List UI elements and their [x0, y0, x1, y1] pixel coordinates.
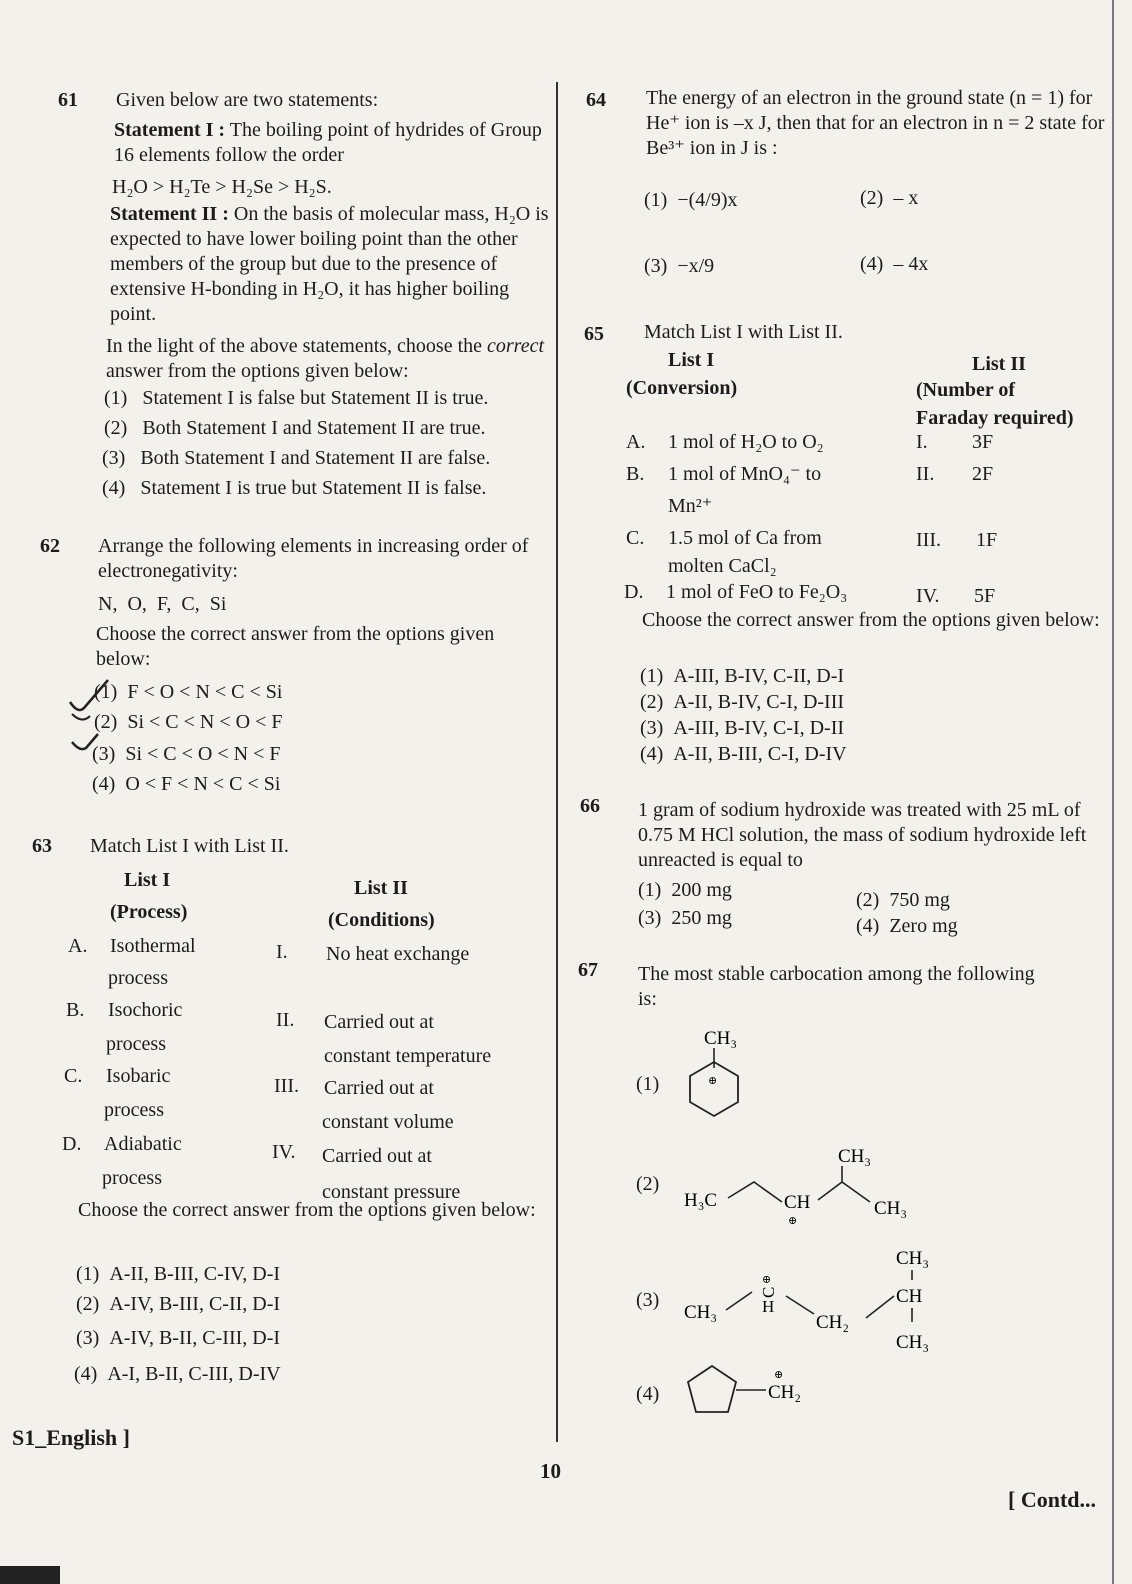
- list-1-title: List I: [124, 869, 171, 891]
- option-2[interactable]: (2) Both Statement I and Statement II are true.: [104, 417, 486, 439]
- statement-1: [114, 118, 558, 168]
- option-1[interactable]: (1) 200 mg: [638, 879, 732, 901]
- row-conversion: 1 mol of MnO₄⁻ to: [668, 463, 822, 485]
- list-2-title: List II: [972, 353, 1026, 375]
- question-number: 62: [40, 535, 60, 557]
- row-process-cont: process: [102, 1167, 162, 1189]
- list-1-title: List I: [668, 349, 715, 371]
- plus-charge: ⊕: [774, 1369, 784, 1381]
- footer-code: S1_English ]: [12, 1425, 130, 1450]
- row-condition: Carried out at: [322, 1145, 432, 1167]
- element-list: N, O, F, C, Si: [98, 593, 227, 615]
- question-text: Arrange the following elements in increasing order of electronegativity:: [98, 535, 529, 582]
- row-roman: III.: [916, 529, 941, 551]
- option-1[interactable]: (1) F < O < N < C < Si: [94, 681, 283, 703]
- option-2[interactable]: (2) A-II, B-IV, C-I, D-III: [640, 691, 845, 713]
- row-key: B.: [66, 999, 85, 1021]
- option-3[interactable]: (3) Si < C < O < N < F: [92, 743, 281, 765]
- option-1[interactable]: (1) A-II, B-III, C-IV, D-I: [76, 1263, 281, 1285]
- row-key: A.: [626, 431, 646, 453]
- row-conversion-cont: molten CaCl₂: [668, 555, 777, 577]
- option-4[interactable]: (4) Statement I is true but Statement II is false.: [102, 477, 487, 499]
- option-4[interactable]: (4) A-II, B-III, C-I, D-IV: [640, 743, 847, 765]
- row-condition: Carried out at: [324, 1011, 434, 1033]
- row-roman: IV.: [916, 585, 940, 607]
- option-4[interactable]: (4) – 4x: [860, 253, 929, 275]
- ch2-label: CH₂: [768, 1382, 802, 1403]
- question-prompt: In the light of the above statements, choose the correct answer from the options given below:: [106, 335, 545, 382]
- list-1-subtitle: (Process): [110, 901, 188, 923]
- plus-charge: ⊕: [788, 1215, 798, 1227]
- row-roman: III.: [274, 1075, 299, 1097]
- row-key: D.: [62, 1133, 82, 1155]
- option-1[interactable]: (1) A-III, B-IV, C-II, D-I: [640, 665, 845, 687]
- question-intro: Given below are two statements:: [116, 89, 379, 111]
- option-4[interactable]: (4) Zero mg: [856, 915, 958, 937]
- question-prompt: Choose the correct answer from the options given below:: [642, 609, 1100, 631]
- question-number: 61: [58, 89, 78, 111]
- row-process: Isothermal: [110, 935, 196, 957]
- scan-artifact: [0, 1566, 60, 1584]
- row-roman: I.: [276, 941, 288, 963]
- row-key: D.: [624, 581, 644, 603]
- ch-label: CH: [784, 1192, 811, 1213]
- option-2[interactable]: (2) 750 mg: [856, 889, 950, 911]
- row-key: B.: [626, 463, 645, 485]
- list-2-title: List II: [354, 877, 408, 899]
- row-condition: Carried out at: [324, 1077, 434, 1099]
- structure-2-secondary-cation: [682, 1140, 922, 1230]
- list-2-subtitle-cont: Faraday required): [916, 407, 1074, 429]
- ch-label: CH: [896, 1286, 923, 1307]
- plus-charge: ⊕: [708, 1075, 718, 1087]
- structure-4-cyclopentylmethyl-cation: [682, 1356, 842, 1426]
- question-number: 63: [32, 835, 52, 857]
- row-faraday: 1F: [976, 529, 998, 551]
- row-roman: I.: [916, 431, 928, 453]
- option-2[interactable]: (2) – x: [860, 187, 919, 209]
- question-number: 65: [584, 323, 604, 345]
- row-key: C.: [626, 527, 645, 549]
- ch3-label: CH₃: [896, 1332, 930, 1353]
- plus-charge: ⊕: [761, 1274, 773, 1284]
- row-key: C.: [64, 1065, 83, 1087]
- column-divider: [556, 82, 558, 1442]
- statement-2-text: On the basis of molecular mass, H₂O is expected to have lower boiling point than the other members of the group but due to the presence of extensive H-bonding in H₂O, it has higher boiling point.: [110, 203, 549, 325]
- statement-1-text: The boiling point of hydrides of Group 16 elements follow the order: [114, 119, 542, 166]
- list-2-subtitle: (Conditions): [328, 909, 435, 931]
- option-2[interactable]: (2) A-IV, B-III, C-II, D-I: [76, 1293, 281, 1315]
- row-roman: II.: [916, 463, 935, 485]
- row-conversion: 1 mol of FeO to Fe₂O₃: [666, 581, 848, 603]
- row-faraday: 5F: [974, 585, 996, 607]
- option-3[interactable]: (3) −x/9: [644, 255, 715, 277]
- option-1[interactable]: (1) −(4/9)x: [644, 189, 738, 211]
- row-process-cont: process: [104, 1099, 164, 1121]
- statement-1-label: Statement I :: [114, 119, 226, 141]
- question-number: 67: [578, 959, 598, 981]
- row-faraday: 2F: [972, 463, 994, 485]
- page-edge: [1112, 0, 1114, 1584]
- row-process: Isochoric: [108, 999, 183, 1021]
- row-condition-cont: constant temperature: [324, 1045, 492, 1067]
- row-process-cont: process: [106, 1033, 166, 1055]
- continued-label: [ Contd...: [1008, 1487, 1097, 1512]
- structure-1-cyclohexyl-cation: [680, 1020, 760, 1120]
- row-process: Adiabatic: [104, 1133, 182, 1155]
- row-conversion: 1.5 mol of Ca from: [668, 527, 822, 549]
- option-2[interactable]: (2): [636, 1173, 660, 1195]
- question-text: The most stable carbocation among the following is:: [638, 963, 1035, 1010]
- row-roman: II.: [276, 1009, 295, 1031]
- row-roman: IV.: [272, 1141, 296, 1163]
- h-label: H: [762, 1297, 775, 1316]
- option-3[interactable]: (3) A-IV, B-II, C-III, D-I: [76, 1327, 281, 1349]
- question-number: 64: [586, 89, 606, 111]
- question-prompt: Choose the correct answer from the options given below:: [96, 623, 495, 670]
- row-condition: No heat exchange: [326, 943, 470, 965]
- row-faraday: 3F: [972, 431, 994, 453]
- page-number: 10: [540, 1459, 561, 1483]
- list-1-subtitle: (Conversion): [626, 377, 738, 399]
- handwritten-tick-marks: [64, 672, 134, 762]
- question-prompt: Choose the correct answer from the options given below:: [78, 1199, 536, 1221]
- question-text: The energy of an electron in the ground state (n = 1) for He⁺ ion is –x J, then that for an electron in n = 2 state for Be³⁺ ion in J is :: [646, 87, 1105, 159]
- question-number: 66: [580, 795, 600, 817]
- ch3-label: CH₃: [874, 1198, 908, 1219]
- boiling-order: H₂O > H₂Te > H₂Se > H₂S.: [112, 176, 332, 198]
- option-4[interactable]: (4) A-I, B-II, C-III, D-IV: [74, 1363, 281, 1385]
- option-1[interactable]: (1) Statement I is false but Statement II is true.: [104, 387, 489, 409]
- question-text: Match List I with List II.: [644, 321, 843, 343]
- ch3-label: CH₃: [684, 1302, 718, 1323]
- statement-2: [110, 202, 556, 327]
- h3c-label: H₃C: [684, 1190, 718, 1211]
- statement-2-label: Statement II :: [110, 203, 229, 225]
- option-3[interactable]: (3) Both Statement I and Statement II are false.: [102, 447, 491, 469]
- list-2-subtitle: (Number of: [916, 379, 1016, 401]
- question-text: Match List I with List II.: [90, 835, 289, 857]
- row-conversion-cont: Mn²⁺: [668, 495, 713, 517]
- ch3-label: CH₃: [838, 1146, 872, 1167]
- row-process: Isobaric: [106, 1065, 171, 1087]
- row-key: A.: [68, 935, 88, 957]
- row-condition-cont: constant volume: [322, 1111, 454, 1133]
- ch3-label: CH₃: [704, 1028, 738, 1049]
- option-3[interactable]: (3) A-III, B-IV, C-I, D-II: [640, 717, 845, 739]
- option-3[interactable]: (3) 250 mg: [638, 907, 732, 929]
- row-conversion: 1 mol of H₂O to O₂: [668, 431, 824, 453]
- question-text: 1 gram of sodium hydroxide was treated with 25 mL of 0.75 M HCl solution, the mass of sodium hydroxide left unreacted is equal to: [638, 799, 1087, 871]
- option-3[interactable]: (3): [636, 1289, 660, 1311]
- ch3-label: CH₃: [896, 1248, 930, 1269]
- row-condition-cont: constant pressure: [322, 1181, 461, 1203]
- option-1[interactable]: (1): [636, 1073, 660, 1095]
- structure-3-cation: [682, 1240, 952, 1360]
- option-4[interactable]: (4): [636, 1383, 660, 1405]
- row-process-cont: process: [108, 967, 168, 989]
- ch2-label: CH₂: [816, 1312, 850, 1333]
- option-4[interactable]: (4) O < F < N < C < Si: [92, 773, 281, 795]
- c-label: C: [759, 1286, 778, 1298]
- option-2[interactable]: (2) Si < C < N < O < F: [94, 711, 283, 733]
